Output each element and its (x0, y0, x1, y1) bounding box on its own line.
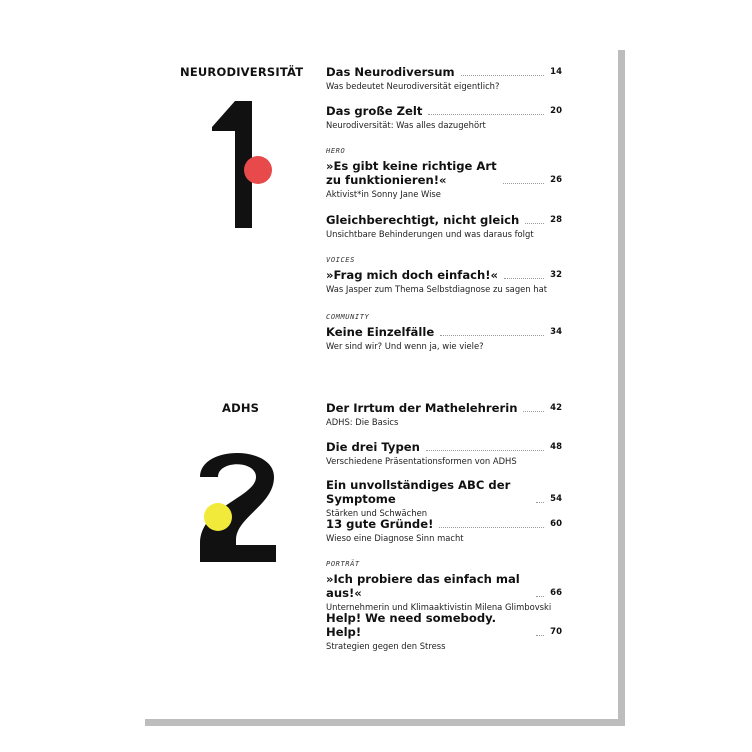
entry-subtitle: Aktivist*in Sonny Jane Wise (326, 189, 441, 199)
entry-title: 13 gute Gründe! (326, 517, 434, 531)
section-title-adhs: ADHS (222, 401, 260, 415)
leader-dots (525, 223, 544, 224)
entry-kicker: PORTRÄT (326, 560, 360, 568)
leader-dots (536, 596, 544, 597)
toc-entry[interactable] (326, 147, 562, 199)
entry-kicker: VOICES (326, 256, 355, 264)
toc-entry[interactable] (326, 440, 562, 466)
leader-dots (428, 114, 544, 115)
entry-subtitle: Was Jasper zum Thema Selbstdiagnose zu sagen hat (326, 284, 547, 294)
entry-kicker: HERO (326, 147, 346, 155)
toc-entry[interactable] (326, 104, 562, 130)
toc-entry[interactable] (326, 611, 562, 651)
entry-subtitle: Was bedeutet Neurodiversität eigentlich? (326, 81, 500, 91)
toc-entry[interactable] (326, 401, 562, 427)
entry-kicker: COMMUNITY (326, 313, 370, 321)
entry-subtitle: Unternehmerin und Klimaaktivistin Milena Glimbovski (326, 602, 552, 612)
entry-title: »Es gibt keine richtige Art zu funktionieren!« (326, 159, 497, 187)
entry-title: Help! We need somebody. Help! (326, 611, 497, 639)
leader-dots (504, 278, 544, 279)
leader-dots (536, 502, 544, 503)
page-number: 34 (550, 327, 562, 337)
toc-entry[interactable] (326, 65, 562, 91)
page-number: 48 (550, 442, 562, 452)
toc-entry[interactable] (326, 517, 562, 543)
entry-title: Das große Zelt (326, 104, 423, 118)
section-title-neurodiversitaet: NEURODIVERSITÄT (180, 65, 304, 79)
leader-dots (439, 527, 544, 528)
entry-subtitle: Wieso eine Diagnose Sinn macht (326, 533, 464, 543)
entry-title: Der Irrtum der Mathelehrerin (326, 401, 518, 415)
page-number: 26 (550, 175, 562, 185)
leader-dots (461, 75, 545, 76)
toc-entry[interactable] (326, 256, 562, 294)
entry-subtitle: ADHS: Die Basics (326, 417, 399, 427)
page-number: 42 (550, 403, 562, 413)
section-number-1 (208, 97, 278, 232)
table-of-contents-page (138, 43, 618, 719)
entry-subtitle: Stärken und Schwächen (326, 508, 428, 518)
page-number: 14 (550, 67, 562, 77)
page-number: 32 (550, 270, 562, 280)
entry-subtitle: Wer sind wir? Und wenn ja, wie viele? (326, 341, 484, 351)
entry-subtitle: Verschiedene Präsentationsformen von ADHS (326, 456, 517, 466)
entry-title: Gleichberechtigt, nicht gleich (326, 213, 520, 227)
section-number-2 (196, 435, 280, 569)
entry-title: »Frag mich doch einfach!« (326, 268, 499, 282)
page-number: 70 (550, 627, 562, 637)
page-number: 20 (550, 106, 562, 116)
leader-dots (440, 335, 544, 336)
entry-title: Das Neurodiversum (326, 65, 455, 79)
leader-dots (503, 183, 545, 184)
leader-dots (523, 411, 544, 412)
entry-subtitle: Unsichtbare Behinderungen und was daraus folgt (326, 229, 534, 239)
toc-entry[interactable] (326, 560, 562, 612)
numeral-one-dot (244, 156, 272, 184)
toc-entry[interactable] (326, 478, 562, 518)
leader-dots (536, 635, 544, 636)
page-number: 28 (550, 215, 562, 225)
page-number: 54 (550, 494, 562, 504)
page-number: 66 (550, 588, 562, 598)
leader-dots (426, 450, 544, 451)
page-number: 60 (550, 519, 562, 529)
entry-subtitle: Neurodiversität: Was alles dazugehört (326, 120, 486, 130)
entry-subtitle: Strategien gegen den Stress (326, 641, 446, 651)
entry-title: Die drei Typen (326, 440, 420, 454)
numeral-two-dot (204, 503, 232, 531)
entry-title: Ein unvollständiges ABC der Symptome (326, 478, 511, 506)
entry-title: »Ich probiere das einfach mal aus!« (326, 572, 520, 600)
entry-title: Keine Einzelfälle (326, 325, 435, 339)
toc-entry[interactable] (326, 213, 562, 239)
toc-entry[interactable] (326, 313, 562, 351)
